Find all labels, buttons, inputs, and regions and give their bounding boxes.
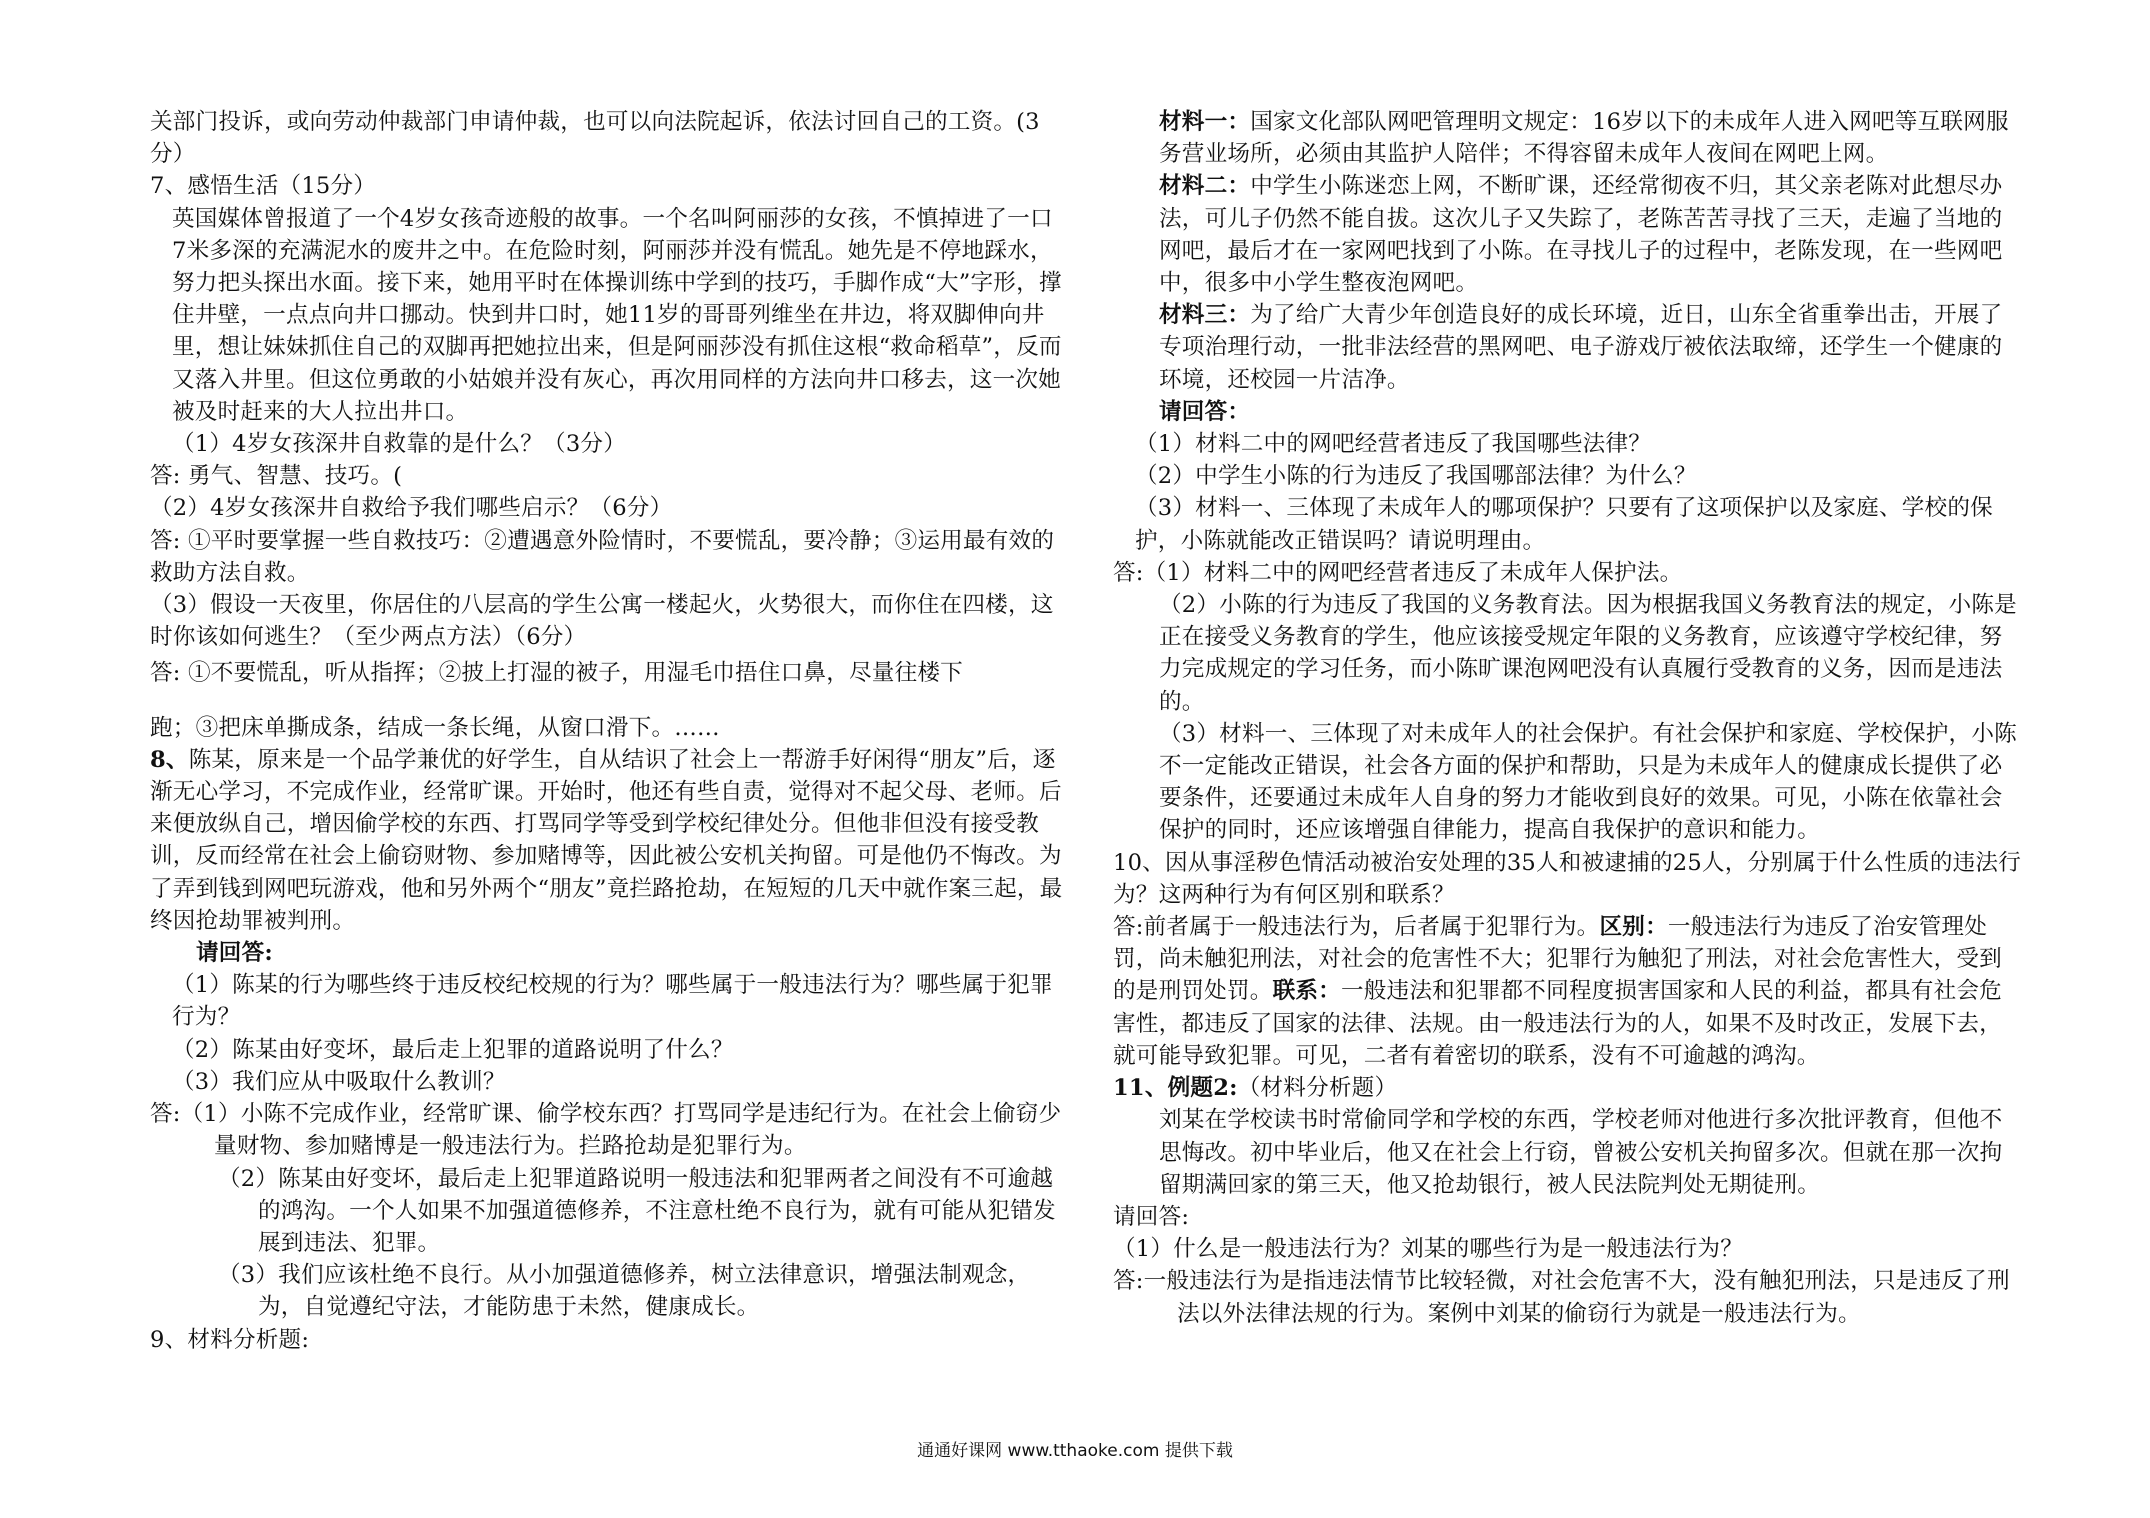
answer-9-3: （3）材料一、三体现了对未成年人的社会保护。有社会保护和家庭、学校保护，小陈不一定能改正错误，社会各方面的保护和帮助，只是为未成年人的健康成长提供了必要条件，还要通过未成年人自身的努力才能收到良好的效果。可见，小陈在依靠社会保护的同时，还应该增强自律能力，提高自我保护的意识和能力。	[1159, 720, 2017, 844]
question-11-ask: 请回答:	[1113, 1203, 1190, 1230]
answer-7-1: 答: 勇气、智慧、技巧。(	[150, 463, 403, 490]
question-8-1: （1）陈某的行为哪些终于违反校纪校规的行为？哪些属于一般违法行为？哪些属于犯罪行为？	[172, 972, 1053, 1031]
material-3-text: 为了给广大青少年创造良好的成长环境，近日，山东全省重拳出击，开展了专项治理行动，一批非法经营的黑网吧、电子游戏厅被依法取缔，还学生一个健康的环境，还校园一片洁净。	[1159, 302, 2003, 393]
question-8-number: 8、	[150, 746, 189, 773]
question-8-ask: 请回答:	[196, 940, 273, 967]
question-8-3: （3）我们应从中吸取什么教训？	[172, 1068, 506, 1095]
question-8-text	[150, 744, 1065, 937]
answer-7-2: 答: ①平时要掌握一些自救技巧：②遭遇意外险情时，不要慌乱，要冷静；③运用最有效的救助方法自救。	[150, 527, 1055, 586]
question-11-1: （1）什么是一般违法行为？刘某的哪些行为是一般违法行为？	[1113, 1236, 1744, 1263]
question-7-2: （2）4岁女孩深井自救给予我们哪些启示？（6分）	[150, 495, 673, 522]
material-2	[1113, 170, 2023, 299]
question-8-2: （2）陈某由好变坏，最后走上犯罪的道路说明了什么？	[172, 1036, 734, 1063]
question-7-3: （3）假设一天夜里，你居住的八层高的学生公寓一楼起火，火势很大，而你住在四楼，这时你该如何逃生？（至少两点方法）（6分）	[150, 592, 1054, 651]
question-9-3: （3）材料一、三体现了未成年人的哪项保护？只要有了这项保护以及家庭、学校的保护，小陈就能改正错误吗？请说明理由。	[1135, 495, 1993, 554]
answer-9-1: 答:（1）材料二中的网吧经营者违反了未成年人保护法。	[1113, 559, 1683, 586]
answer-10-difference: 一般违法行为违反了治安管理处罚，尚未触犯刑法，对社会的危害性不大；犯罪行为触犯了刑法，对社会危害性大，受到的是刑罚处罚。	[1113, 914, 2002, 1005]
question-7-title: 7、感悟生活（15分）	[150, 173, 377, 200]
page-footer: 通通好课网 www.tthaoke.com 提供下载	[917, 1441, 1233, 1461]
answer-8-2: （2）陈某由好变坏，最后走上犯罪道路说明一般违法和犯罪两者之间没有不可逾越的鸿沟。一个人如果不加强道德修养，不注意杜绝不良行为，就有可能从犯错发展到违法、犯罪。	[218, 1165, 1056, 1256]
material-2-text: 中学生小陈迷恋上网，不断旷课，还经常彻夜不归，其父亲老陈对此想尽办法，可儿子仍然不能自拔。这次儿子又失踪了，老陈苦苦寻找了三天，走遍了当地的网吧，最后才在一家网吧找到了小陈。在寻找儿子的过程中，老陈发现，在一些网吧中，很多中小学生整夜泡网吧。	[1159, 173, 2003, 297]
question-8-body: 陈某，原来是一个品学兼优的好学生，自从结识了社会上一帮游手好闲得“朋友”后，逐渐无心学习，不完成作业，经常旷课。开始时，他还有些自责，觉得对不起父母、老师。后来便放纵自己，增因偷学校的东西、打骂同学等受到学校纪律处分。但他非但没有接受教训，反而经常在社会上偷窃财物、参加赌博等，因此被公安机关拘留。可是他仍不悔改。为了弄到钱到网吧玩游戏，他和另外两个“朋友”竟拦路抢劫，在短短的几天中就作案三起，最终因抢劫罪被判刑。	[150, 746, 1063, 934]
question-11-number: 11、例题2:	[1113, 1075, 1238, 1102]
question-7-1: （1）4岁女孩深井自救靠的是什么？（3分）	[172, 431, 627, 458]
answer-9-2: （2）小陈的行为违反了我国的义务教育法。因为根据我国义务教育法的规定，小陈是正在接受义务教育的学生，他应该接受规定年限的义务教育，应该遵守学校纪律，努力完成规定的学习任务，而小陈旷课泡网吧没有认真履行受教育的义务，因而是违法的。	[1159, 592, 2017, 715]
material-3-label: 材料三：	[1159, 302, 1251, 329]
question-9-ask: 请回答：	[1159, 398, 1251, 425]
left-column	[150, 106, 1065, 1356]
question-9-2: （2）中学生小陈的行为违反了我国哪部法律？为什么？	[1135, 463, 1697, 490]
answer-7-3-line2: 跑；③把床单撕成条，结成一条长绳，从窗口滑下。……	[150, 714, 720, 741]
material-1-text: 国家文化部队网吧管理明文规定：16岁以下的未成年人进入网吧等互联网服务营业场所，必须由其监护人陪伴；不得容留未成年人夜间在网吧上网。	[1159, 109, 2009, 168]
answer-10	[1113, 911, 2023, 1072]
material-1	[1113, 106, 2023, 170]
question-9-1: （1）材料二中的网吧经营者违反了我国哪些法律？	[1135, 431, 1652, 458]
paragraph: 关部门投诉，或向劳动仲裁部门申请仲裁，也可以向法院起诉，依法讨回自己的工资。(3分）	[150, 109, 1040, 168]
answer-11-1: 答:一般违法行为是指违法情节比较轻微，对社会危害不大，没有触犯刑法，只是违反了刑法以外法律法规的行为。案例中刘某的偷窃行为就是一般违法行为。	[1113, 1268, 2010, 1327]
question-7-story: 英国媒体曾报道了一个4岁女孩奇迹般的故事。一个名叫阿丽莎的女孩，不慎掉进了一口7米多深的充满泥水的废井之中。在危险时刻，阿丽莎并没有慌乱。她先是不停地踩水，努力把头探出水面。接下来，她用平时在体操训练中学到的技巧，手脚作成“大”字形，撑住井壁，一点点向井口挪动。快到井口时，她11岁的哥哥列维坐在井边，将双脚伸向井里，想让妹妹抓住自己的双脚再把她拉出来，但是阿丽莎没有抓住这根“救命稻草”，反而又落入井里。但这位勇敢的小姑娘并没有灰心，再次用同样的方法向井口移去，这一次她被及时赶来的大人拉出井口。	[172, 205, 1062, 425]
answer-10-intro: 答:前者属于一般违法行为，后者属于犯罪行为。	[1113, 914, 1600, 941]
material-3	[1113, 299, 2023, 396]
answer-10-difference-label: 区别：	[1599, 914, 1668, 941]
question-9-title: 9、材料分析题:	[150, 1326, 310, 1353]
answer-10-connection-label: 联系：	[1272, 978, 1341, 1005]
question-11-text: 刘某在学校读书时常偷同学和学校的东西，学校老师对他进行多次批评教育，但他不思悔改。初中毕业后，他又在社会上行窃，曾被公安机关拘留多次。但就在那一次拘留期满回家的第三天，他又抢劫银行，被人民法院判处无期徒刑。	[1159, 1107, 2003, 1198]
material-1-label: 材料一：	[1159, 109, 1251, 135]
question-11-title	[1113, 1072, 2023, 1104]
material-2-label: 材料二：	[1159, 173, 1251, 200]
answer-8-3: （3）我们应该杜绝不良行。从小加强道德修养，树立法律意识，增强法制观念，为，自觉遵纪守法，才能防患于未然，健康成长。	[218, 1262, 1031, 1321]
question-11-subtitle: （材料分析题）	[1237, 1075, 1398, 1102]
right-column	[1113, 106, 2023, 1330]
answer-7-3-line1: 答: ①不要慌乱，听从指挥；②披上打湿的被子，用湿毛巾捂住口鼻，尽量往楼下	[150, 660, 963, 687]
answer-10-connection: 一般违法和犯罪都不同程度损害国家和人民的利益，都具有社会危害性，都违反了国家的法律、法规。由一般违法行为的人，如果不及时改正，发展下去，就可能导致犯罪。可见，二者有着密切的联系，没有不可逾越的鸿沟。	[1113, 978, 2002, 1069]
answer-8-1: 答:（1）小陈不完成作业，经常旷课、偷学校东西？打骂同学是违纪行为。在社会上偷窃少量财物、参加赌博是一般违法行为。拦路抢劫是犯罪行为。	[150, 1101, 1062, 1160]
question-10: 10、因从事淫秽色情活动被治安处理的35人和被逮捕的25人，分别属于什么性质的违法行为？这两种行为有何区别和联系？	[1113, 849, 2022, 908]
